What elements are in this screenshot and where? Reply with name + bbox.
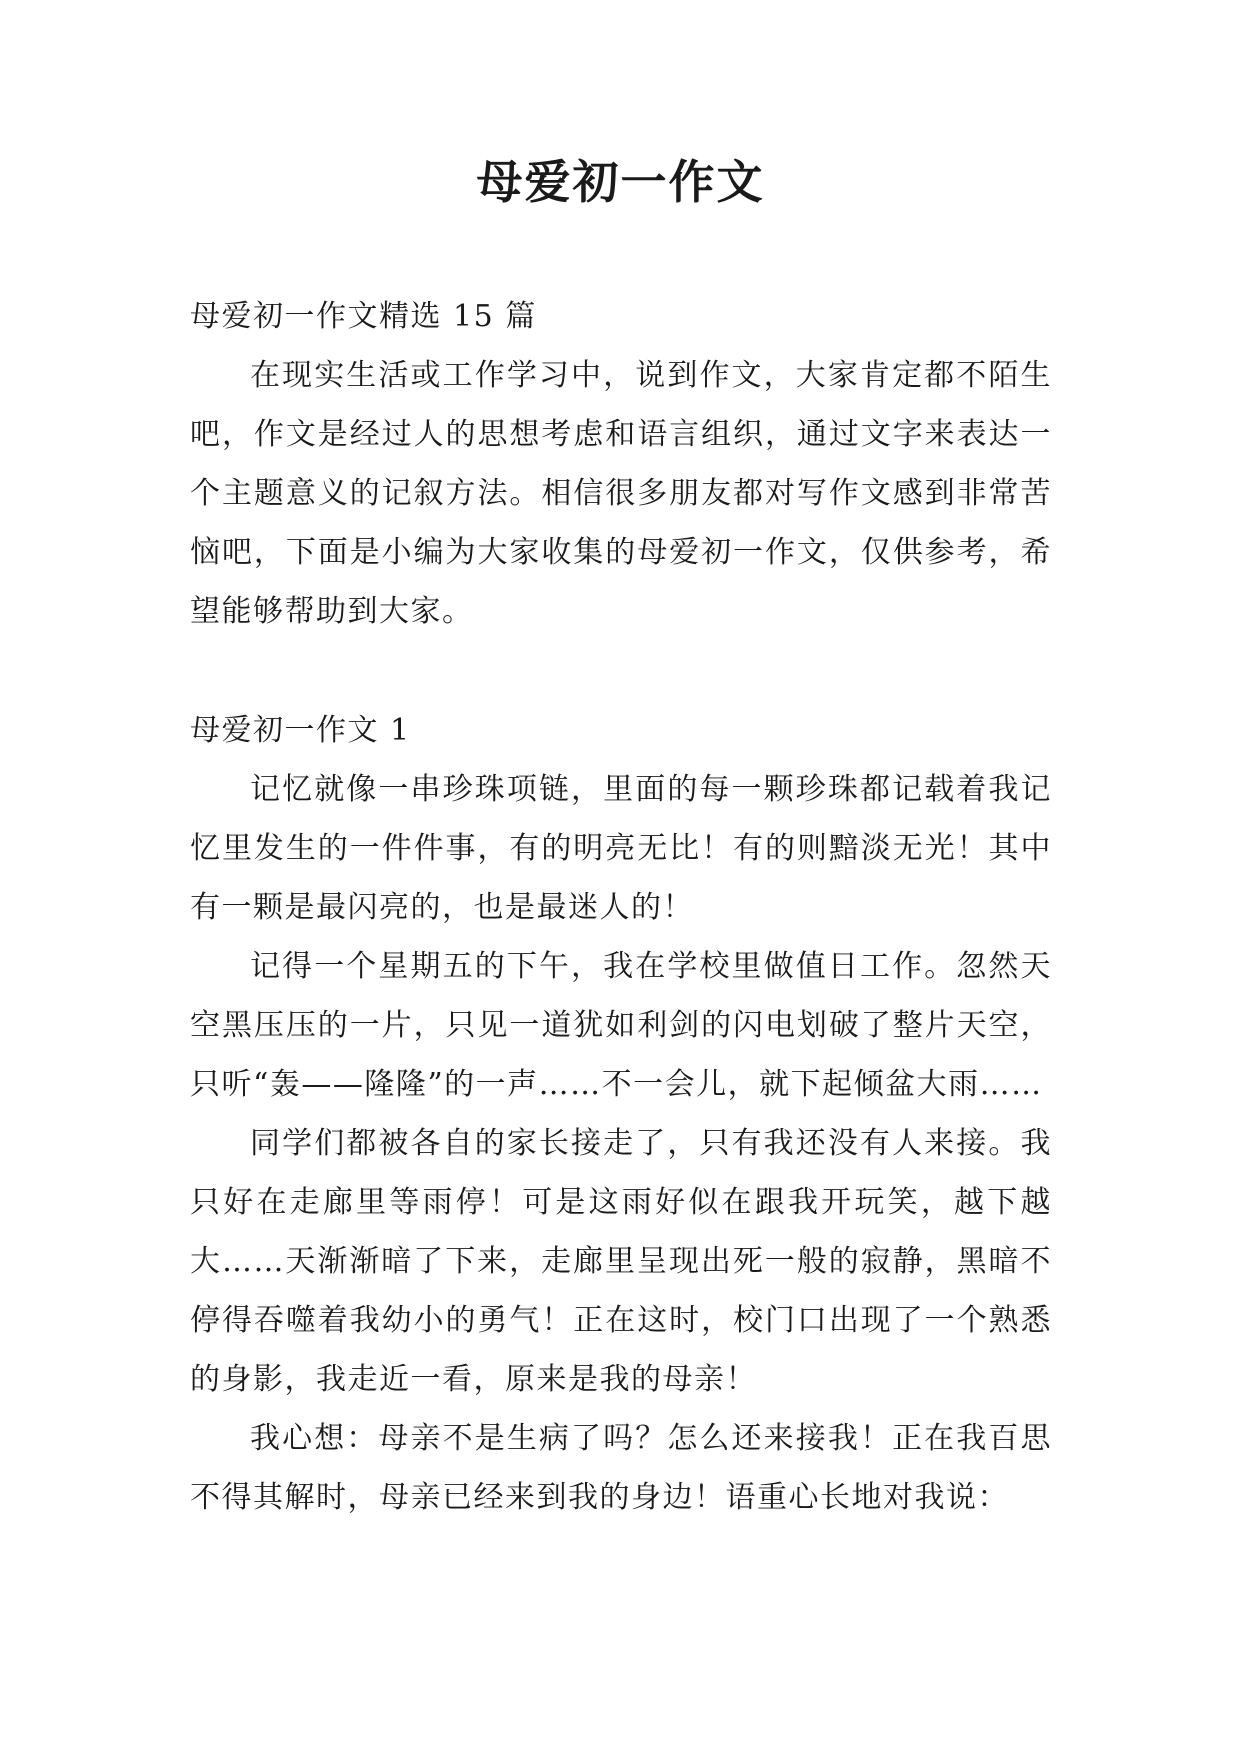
document-subtitle: 母爱初一作文精选 15 篇: [190, 299, 537, 334]
body-paragraph-4: 我心想：母亲不是生病了吗？怎么还来接我！正在我百思不得其解时，母亲已经来到我的身边！语重心长地对我说：: [190, 1421, 1052, 1515]
intro-paragraph: 在现实生活或工作学习中，说到作文，大家肯定都不陌生吧，作文是经过人的思想考虑和语言组织，通过文字来表达一个主题意义的记叙方法。相信很多朋友都对写作文感到非常苦恼吧，下面是小编为大家收集的母爱初一作文，仅供参考，希望能够帮助到大家。: [190, 358, 1052, 629]
body-paragraph-3: 同学们都被各自的家长接走了，只有我还没有人来接。我只好在走廊里等雨停！可是这雨好似在跟我开玩笑，越下越大……天渐渐暗了下来，走廊里呈现出死一般的寂静，黑暗不停得吞噬着我幼小的勇气！正在这时，校门口出现了一个熟悉的身影，我走近一看，原来是我的母亲！: [190, 1126, 1052, 1397]
section-spacer: [190, 641, 1052, 701]
section-heading: 母爱初一作文 1: [190, 713, 411, 748]
body-paragraph-2: 记得一个星期五的下午，我在学校里做值日工作。忽然天空黑压压的一片，只见一道犹如利剑的闪电划破了整片天空，只听“轰——隆隆”的一声……不一会儿，就下起倾盆大雨……: [190, 949, 1052, 1102]
document-body: [190, 287, 1052, 1527]
body-paragraph-1: 记忆就像一串珍珠项链，里面的每一颗珍珠都记载着我记忆里发生的一件件事，有的明亮无比！有的则黯淡无光！其中有一颗是最闪亮的，也是最迷人的！: [190, 772, 1052, 925]
document-title: 母爱初一作文: [476, 155, 765, 209]
